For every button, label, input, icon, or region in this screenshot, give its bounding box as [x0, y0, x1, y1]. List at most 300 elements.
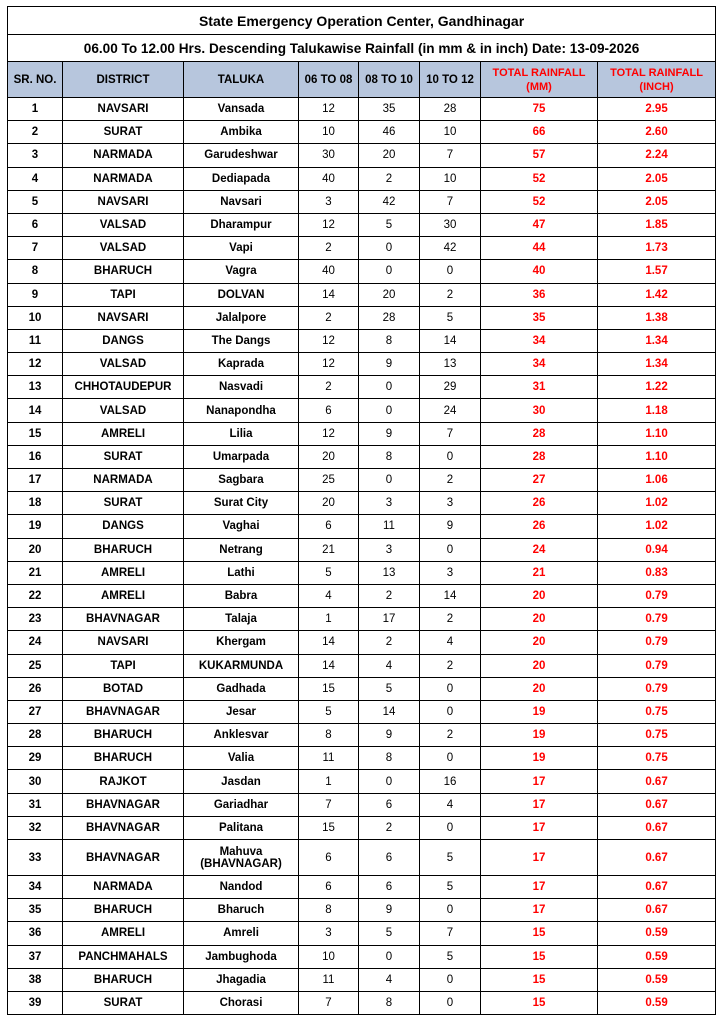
cell-district: PANCHMAHALS — [63, 945, 184, 968]
cell-district: BHARUCH — [63, 899, 184, 922]
cell-district: VALSAD — [63, 213, 184, 236]
cell-taluka: Dharampur — [184, 213, 299, 236]
cell-06-to-08: 40 — [299, 167, 359, 190]
cell-taluka: Gariadhar — [184, 793, 299, 816]
cell-taluka: Surat City — [184, 492, 299, 515]
cell-sr-no: 29 — [8, 747, 63, 770]
cell-06-to-08: 7 — [299, 991, 359, 1014]
cell-district: BHAVNAGAR — [63, 840, 184, 876]
cell-10-to-12: 0 — [420, 816, 481, 839]
cell-06-to-08: 7 — [299, 793, 359, 816]
cell-sr-no: 12 — [8, 353, 63, 376]
report-title: State Emergency Operation Center, Gandhinagar — [8, 7, 716, 35]
cell-total-mm: 17 — [481, 899, 598, 922]
table-row — [8, 469, 716, 492]
cell-08-to-10: 28 — [359, 306, 420, 329]
cell-10-to-12: 5 — [420, 876, 481, 899]
cell-district: RAJKOT — [63, 770, 184, 793]
cell-sr-no: 39 — [8, 991, 63, 1014]
table-row — [8, 899, 716, 922]
cell-08-to-10: 8 — [359, 445, 420, 468]
cell-total-mm: 31 — [481, 376, 598, 399]
cell-total-mm: 26 — [481, 515, 598, 538]
cell-total-mm: 20 — [481, 608, 598, 631]
cell-taluka: Jalalpore — [184, 306, 299, 329]
cell-total-inch: 0.59 — [598, 945, 716, 968]
cell-total-inch: 0.79 — [598, 608, 716, 631]
table-row — [8, 167, 716, 190]
cell-sr-no: 7 — [8, 237, 63, 260]
cell-total-mm: 30 — [481, 399, 598, 422]
cell-total-mm: 28 — [481, 422, 598, 445]
header-row — [8, 62, 716, 98]
cell-sr-no: 19 — [8, 515, 63, 538]
cell-total-inch: 0.75 — [598, 724, 716, 747]
cell-06-to-08: 25 — [299, 469, 359, 492]
cell-06-to-08: 2 — [299, 376, 359, 399]
cell-total-mm: 20 — [481, 654, 598, 677]
cell-total-mm: 20 — [481, 584, 598, 607]
cell-taluka: DOLVAN — [184, 283, 299, 306]
cell-10-to-12: 2 — [420, 283, 481, 306]
cell-district: SURAT — [63, 121, 184, 144]
cell-sr-no: 8 — [8, 260, 63, 283]
col-header-10-to-12: 10 TO 12 — [420, 62, 481, 98]
cell-total-mm: 36 — [481, 283, 598, 306]
cell-10-to-12: 2 — [420, 724, 481, 747]
table-row — [8, 213, 716, 236]
cell-taluka: Palitana — [184, 816, 299, 839]
cell-10-to-12: 0 — [420, 445, 481, 468]
cell-sr-no: 3 — [8, 144, 63, 167]
cell-total-mm: 28 — [481, 445, 598, 468]
cell-sr-no: 16 — [8, 445, 63, 468]
cell-06-to-08: 12 — [299, 213, 359, 236]
cell-08-to-10: 20 — [359, 144, 420, 167]
table-row — [8, 515, 716, 538]
cell-08-to-10: 5 — [359, 677, 420, 700]
table-row — [8, 144, 716, 167]
cell-taluka: Vaghai — [184, 515, 299, 538]
cell-total-mm: 19 — [481, 747, 598, 770]
cell-10-to-12: 14 — [420, 329, 481, 352]
cell-10-to-12: 0 — [420, 677, 481, 700]
cell-taluka: Nandod — [184, 876, 299, 899]
cell-06-to-08: 21 — [299, 538, 359, 561]
cell-sr-no: 2 — [8, 121, 63, 144]
cell-06-to-08: 3 — [299, 190, 359, 213]
table-row — [8, 353, 716, 376]
cell-08-to-10: 6 — [359, 876, 420, 899]
cell-total-inch: 2.05 — [598, 190, 716, 213]
cell-total-inch: 1.10 — [598, 422, 716, 445]
cell-08-to-10: 9 — [359, 353, 420, 376]
cell-10-to-12: 14 — [420, 584, 481, 607]
cell-08-to-10: 9 — [359, 422, 420, 445]
cell-06-to-08: 20 — [299, 492, 359, 515]
cell-sr-no: 17 — [8, 469, 63, 492]
cell-06-to-08: 11 — [299, 747, 359, 770]
table-body — [8, 98, 716, 1015]
cell-taluka: The Dangs — [184, 329, 299, 352]
table-row — [8, 654, 716, 677]
cell-total-mm: 17 — [481, 876, 598, 899]
cell-taluka: Nanapondha — [184, 399, 299, 422]
cell-total-inch: 0.59 — [598, 968, 716, 991]
cell-10-to-12: 3 — [420, 492, 481, 515]
cell-total-inch: 0.67 — [598, 840, 716, 876]
cell-district: VALSAD — [63, 399, 184, 422]
cell-sr-no: 37 — [8, 945, 63, 968]
cell-08-to-10: 3 — [359, 492, 420, 515]
cell-total-mm: 35 — [481, 306, 598, 329]
cell-06-to-08: 15 — [299, 677, 359, 700]
cell-taluka: KUKARMUNDA — [184, 654, 299, 677]
cell-06-to-08: 14 — [299, 654, 359, 677]
cell-10-to-12: 2 — [420, 608, 481, 631]
cell-06-to-08: 8 — [299, 899, 359, 922]
cell-taluka: Khergam — [184, 631, 299, 654]
cell-10-to-12: 0 — [420, 700, 481, 723]
cell-06-to-08: 15 — [299, 816, 359, 839]
cell-10-to-12: 5 — [420, 306, 481, 329]
table-row — [8, 724, 716, 747]
cell-06-to-08: 11 — [299, 968, 359, 991]
cell-08-to-10: 6 — [359, 840, 420, 876]
cell-08-to-10: 2 — [359, 816, 420, 839]
cell-10-to-12: 0 — [420, 260, 481, 283]
cell-10-to-12: 0 — [420, 747, 481, 770]
cell-total-mm: 44 — [481, 237, 598, 260]
cell-08-to-10: 42 — [359, 190, 420, 213]
cell-district: NAVSARI — [63, 306, 184, 329]
cell-10-to-12: 0 — [420, 991, 481, 1014]
cell-total-mm: 20 — [481, 631, 598, 654]
cell-06-to-08: 40 — [299, 260, 359, 283]
cell-08-to-10: 46 — [359, 121, 420, 144]
cell-08-to-10: 0 — [359, 469, 420, 492]
cell-06-to-08: 12 — [299, 422, 359, 445]
cell-taluka: Netrang — [184, 538, 299, 561]
cell-08-to-10: 9 — [359, 899, 420, 922]
cell-08-to-10: 17 — [359, 608, 420, 631]
cell-district: BHARUCH — [63, 724, 184, 747]
cell-total-mm: 52 — [481, 190, 598, 213]
cell-total-mm: 15 — [481, 991, 598, 1014]
cell-08-to-10: 3 — [359, 538, 420, 561]
table-row — [8, 922, 716, 945]
cell-sr-no: 21 — [8, 561, 63, 584]
cell-district: DANGS — [63, 515, 184, 538]
cell-sr-no: 22 — [8, 584, 63, 607]
cell-10-to-12: 13 — [420, 353, 481, 376]
cell-district: BHARUCH — [63, 747, 184, 770]
rainfall-table — [7, 6, 716, 1015]
cell-taluka: Jambughoda — [184, 945, 299, 968]
cell-sr-no: 11 — [8, 329, 63, 352]
cell-sr-no: 25 — [8, 654, 63, 677]
cell-district: TAPI — [63, 283, 184, 306]
table-row — [8, 422, 716, 445]
table-row — [8, 376, 716, 399]
cell-08-to-10: 0 — [359, 376, 420, 399]
cell-taluka: Amreli — [184, 922, 299, 945]
cell-district: SURAT — [63, 445, 184, 468]
cell-10-to-12: 7 — [420, 422, 481, 445]
cell-total-mm: 66 — [481, 121, 598, 144]
cell-total-inch: 0.67 — [598, 876, 716, 899]
cell-sr-no: 9 — [8, 283, 63, 306]
cell-10-to-12: 30 — [420, 213, 481, 236]
cell-06-to-08: 30 — [299, 144, 359, 167]
cell-total-mm: 52 — [481, 167, 598, 190]
table-row — [8, 561, 716, 584]
cell-total-inch: 0.79 — [598, 584, 716, 607]
cell-total-inch: 0.75 — [598, 747, 716, 770]
cell-taluka: Lilia — [184, 422, 299, 445]
cell-sr-no: 6 — [8, 213, 63, 236]
cell-sr-no: 24 — [8, 631, 63, 654]
cell-06-to-08: 8 — [299, 724, 359, 747]
cell-total-mm: 21 — [481, 561, 598, 584]
cell-taluka: Jesar — [184, 700, 299, 723]
cell-district: BHARUCH — [63, 968, 184, 991]
table-row — [8, 631, 716, 654]
cell-08-to-10: 5 — [359, 213, 420, 236]
cell-06-to-08: 2 — [299, 237, 359, 260]
cell-10-to-12: 10 — [420, 121, 481, 144]
col-header-taluka: TALUKA — [184, 62, 299, 98]
cell-sr-no: 14 — [8, 399, 63, 422]
table-row — [8, 793, 716, 816]
cell-06-to-08: 10 — [299, 945, 359, 968]
cell-total-inch: 1.57 — [598, 260, 716, 283]
cell-total-mm: 17 — [481, 840, 598, 876]
cell-06-to-08: 1 — [299, 608, 359, 631]
cell-06-to-08: 6 — [299, 399, 359, 422]
cell-district: NAVSARI — [63, 631, 184, 654]
cell-sr-no: 10 — [8, 306, 63, 329]
cell-taluka: Navsari — [184, 190, 299, 213]
cell-taluka: Kaprada — [184, 353, 299, 376]
cell-10-to-12: 28 — [420, 98, 481, 121]
cell-total-inch: 0.67 — [598, 816, 716, 839]
cell-total-inch: 2.60 — [598, 121, 716, 144]
table-row — [8, 747, 716, 770]
cell-total-inch: 0.94 — [598, 538, 716, 561]
cell-taluka: Anklesvar — [184, 724, 299, 747]
cell-district: NAVSARI — [63, 190, 184, 213]
table-row — [8, 538, 716, 561]
cell-08-to-10: 14 — [359, 700, 420, 723]
cell-district: VALSAD — [63, 353, 184, 376]
cell-10-to-12: 9 — [420, 515, 481, 538]
cell-06-to-08: 5 — [299, 700, 359, 723]
cell-06-to-08: 12 — [299, 98, 359, 121]
cell-sr-no: 38 — [8, 968, 63, 991]
cell-06-to-08: 6 — [299, 840, 359, 876]
cell-06-to-08: 14 — [299, 631, 359, 654]
cell-06-to-08: 6 — [299, 515, 359, 538]
cell-district: NARMADA — [63, 469, 184, 492]
cell-08-to-10: 8 — [359, 991, 420, 1014]
cell-total-inch: 1.34 — [598, 329, 716, 352]
col-header-sr-no: SR. NO. — [8, 62, 63, 98]
cell-total-inch: 1.06 — [598, 469, 716, 492]
cell-10-to-12: 29 — [420, 376, 481, 399]
cell-district: NARMADA — [63, 876, 184, 899]
cell-total-mm: 19 — [481, 724, 598, 747]
cell-08-to-10: 5 — [359, 922, 420, 945]
cell-sr-no: 13 — [8, 376, 63, 399]
cell-total-inch: 1.85 — [598, 213, 716, 236]
cell-sr-no: 33 — [8, 840, 63, 876]
cell-district: SURAT — [63, 991, 184, 1014]
cell-08-to-10: 11 — [359, 515, 420, 538]
table-row — [8, 306, 716, 329]
table-row — [8, 399, 716, 422]
cell-taluka: Umarpada — [184, 445, 299, 468]
cell-district: NARMADA — [63, 167, 184, 190]
cell-district: BHARUCH — [63, 538, 184, 561]
cell-total-inch: 1.22 — [598, 376, 716, 399]
cell-sr-no: 1 — [8, 98, 63, 121]
cell-total-mm: 34 — [481, 329, 598, 352]
cell-total-inch: 1.42 — [598, 283, 716, 306]
cell-sr-no: 4 — [8, 167, 63, 190]
cell-total-mm: 24 — [481, 538, 598, 561]
cell-sr-no: 34 — [8, 876, 63, 899]
cell-total-inch: 0.79 — [598, 677, 716, 700]
cell-08-to-10: 13 — [359, 561, 420, 584]
cell-06-to-08: 2 — [299, 306, 359, 329]
cell-08-to-10: 0 — [359, 260, 420, 283]
col-header-06-to-08: 06 TO 08 — [299, 62, 359, 98]
cell-08-to-10: 20 — [359, 283, 420, 306]
cell-06-to-08: 3 — [299, 922, 359, 945]
table-row — [8, 945, 716, 968]
cell-taluka: Babra — [184, 584, 299, 607]
cell-10-to-12: 42 — [420, 237, 481, 260]
cell-taluka: Vapi — [184, 237, 299, 260]
cell-total-inch: 0.79 — [598, 654, 716, 677]
cell-district: SURAT — [63, 492, 184, 515]
cell-total-mm: 17 — [481, 816, 598, 839]
table-row — [8, 283, 716, 306]
cell-10-to-12: 16 — [420, 770, 481, 793]
cell-district: NAVSARI — [63, 98, 184, 121]
cell-total-inch: 2.24 — [598, 144, 716, 167]
cell-total-inch: 1.02 — [598, 515, 716, 538]
cell-total-mm: 27 — [481, 469, 598, 492]
cell-total-mm: 17 — [481, 793, 598, 816]
cell-taluka: Nasvadi — [184, 376, 299, 399]
cell-taluka: Vansada — [184, 98, 299, 121]
table-row — [8, 816, 716, 839]
table-row — [8, 968, 716, 991]
cell-sr-no: 23 — [8, 608, 63, 631]
table-row — [8, 98, 716, 121]
table-row — [8, 584, 716, 607]
cell-08-to-10: 9 — [359, 724, 420, 747]
cell-08-to-10: 2 — [359, 631, 420, 654]
cell-06-to-08: 4 — [299, 584, 359, 607]
cell-08-to-10: 8 — [359, 329, 420, 352]
cell-total-inch: 1.10 — [598, 445, 716, 468]
cell-08-to-10: 6 — [359, 793, 420, 816]
cell-08-to-10: 2 — [359, 167, 420, 190]
cell-total-inch: 0.67 — [598, 770, 716, 793]
cell-10-to-12: 10 — [420, 167, 481, 190]
cell-10-to-12: 7 — [420, 922, 481, 945]
cell-taluka: Dediapada — [184, 167, 299, 190]
cell-total-inch: 1.18 — [598, 399, 716, 422]
cell-10-to-12: 2 — [420, 654, 481, 677]
cell-06-to-08: 20 — [299, 445, 359, 468]
cell-district: VALSAD — [63, 237, 184, 260]
cell-district: AMRELI — [63, 561, 184, 584]
table-row — [8, 492, 716, 515]
cell-10-to-12: 2 — [420, 469, 481, 492]
cell-taluka: Vagra — [184, 260, 299, 283]
cell-taluka: Lathi — [184, 561, 299, 584]
cell-08-to-10: 2 — [359, 584, 420, 607]
cell-taluka: Sagbara — [184, 469, 299, 492]
cell-total-inch: 2.05 — [598, 167, 716, 190]
cell-taluka: Valia — [184, 747, 299, 770]
cell-10-to-12: 0 — [420, 899, 481, 922]
cell-10-to-12: 0 — [420, 538, 481, 561]
table-row — [8, 260, 716, 283]
cell-08-to-10: 0 — [359, 399, 420, 422]
cell-06-to-08: 14 — [299, 283, 359, 306]
table-row — [8, 876, 716, 899]
cell-10-to-12: 3 — [420, 561, 481, 584]
table-row — [8, 991, 716, 1014]
cell-10-to-12: 0 — [420, 968, 481, 991]
table-row — [8, 445, 716, 468]
cell-total-mm: 19 — [481, 700, 598, 723]
cell-taluka: Bharuch — [184, 899, 299, 922]
cell-district: BHARUCH — [63, 260, 184, 283]
cell-total-inch: 1.34 — [598, 353, 716, 376]
table-row — [8, 190, 716, 213]
table-row — [8, 329, 716, 352]
cell-total-mm: 15 — [481, 922, 598, 945]
cell-10-to-12: 5 — [420, 840, 481, 876]
table-row — [8, 770, 716, 793]
cell-district: AMRELI — [63, 584, 184, 607]
cell-total-mm: 26 — [481, 492, 598, 515]
cell-district: BHAVNAGAR — [63, 700, 184, 723]
cell-total-mm: 75 — [481, 98, 598, 121]
cell-total-mm: 47 — [481, 213, 598, 236]
cell-taluka: Garudeshwar — [184, 144, 299, 167]
cell-total-inch: 0.59 — [598, 922, 716, 945]
cell-taluka: Ambika — [184, 121, 299, 144]
col-header-total-inch: TOTAL RAINFALL (INCH) — [598, 62, 716, 98]
cell-taluka: Gadhada — [184, 677, 299, 700]
cell-district: BHAVNAGAR — [63, 816, 184, 839]
cell-total-mm: 57 — [481, 144, 598, 167]
table-row — [8, 677, 716, 700]
cell-sr-no: 28 — [8, 724, 63, 747]
cell-06-to-08: 12 — [299, 353, 359, 376]
table-row — [8, 840, 716, 876]
cell-taluka: Jasdan — [184, 770, 299, 793]
cell-total-mm: 17 — [481, 770, 598, 793]
table-row — [8, 700, 716, 723]
